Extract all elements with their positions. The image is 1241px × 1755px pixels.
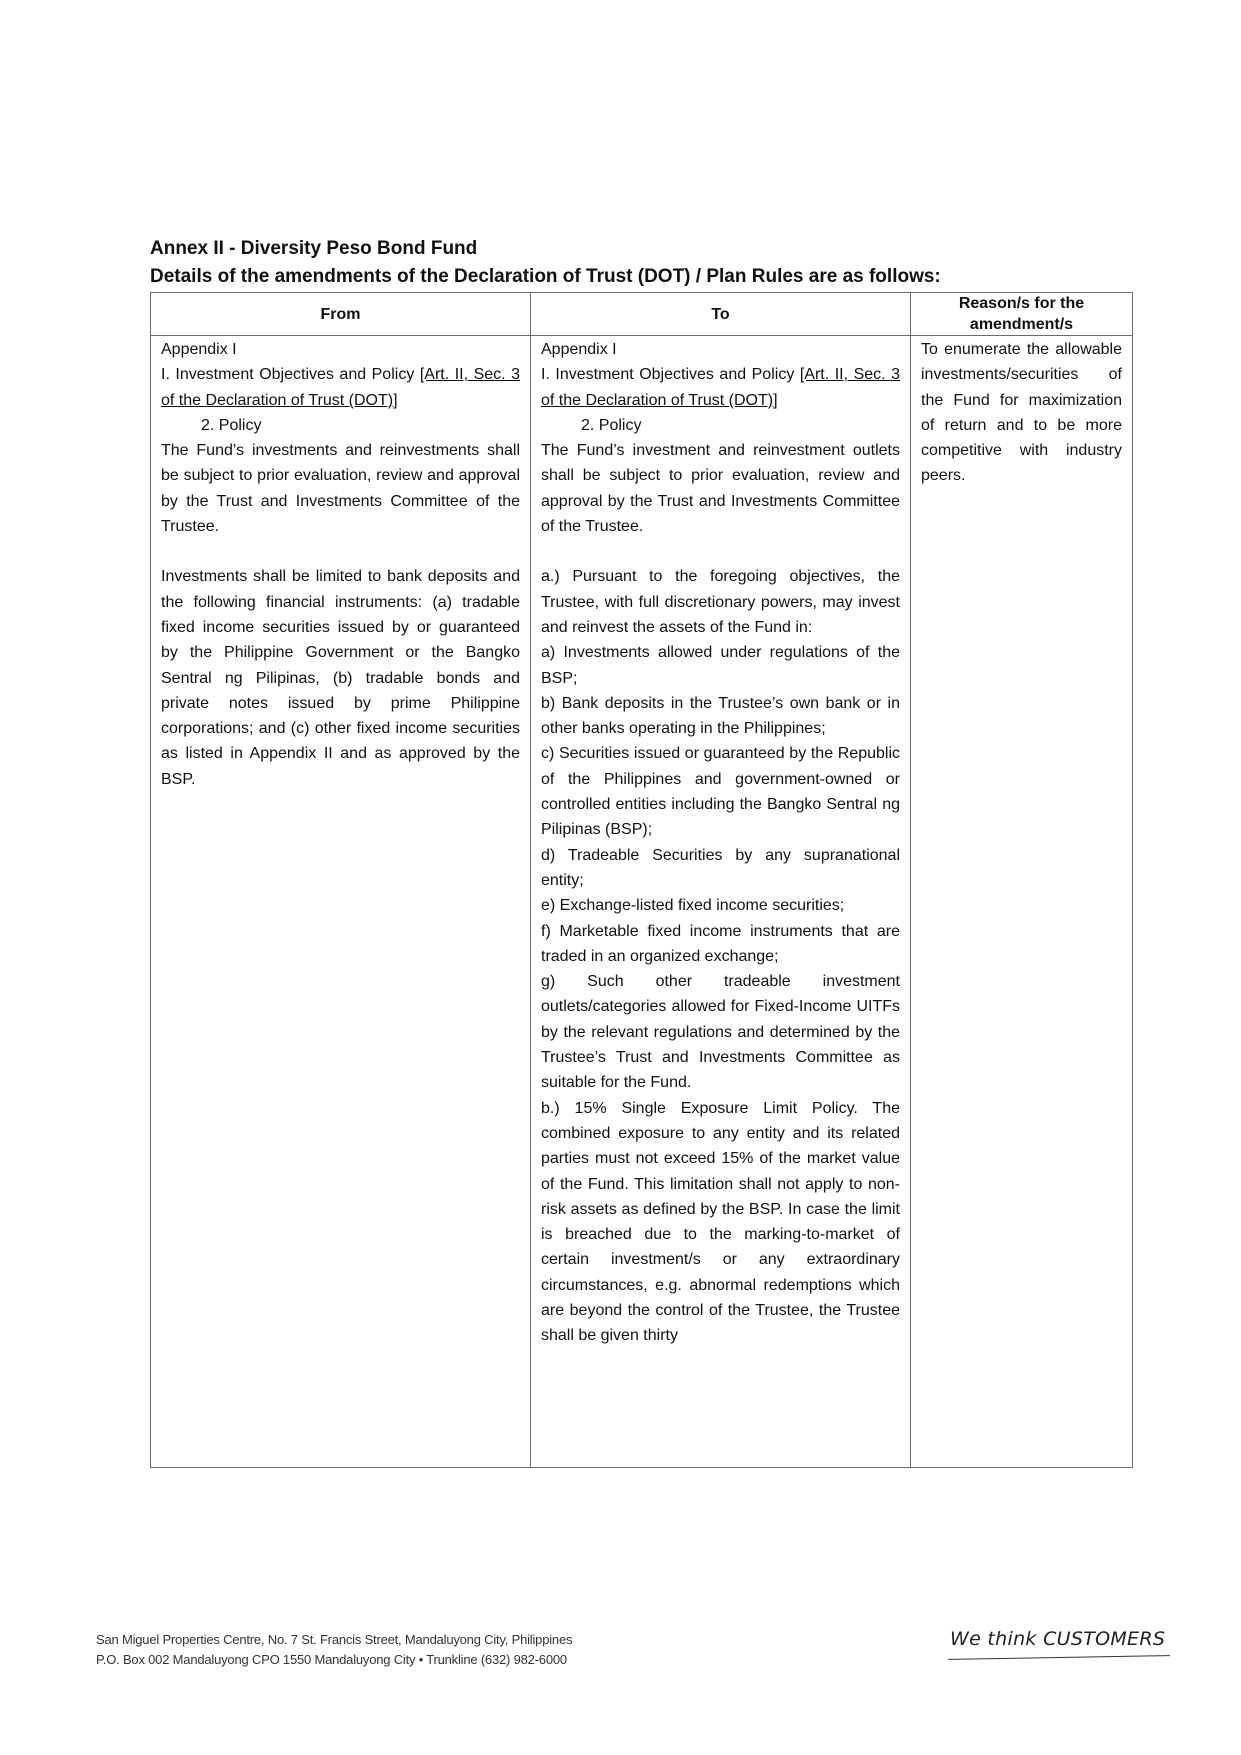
details-title: Details of the amendments of the Declaration of Trust (DOT) / Plan Rules are as follows: (150, 266, 941, 287)
from-policy-text: The Fund’s investments and reinvestments shall be subject to prior evaluation, review and approval by the Trust and Investments Committee of the Trustee. (161, 442, 520, 536)
cell-from (151, 336, 531, 1468)
footer-address (96, 1630, 572, 1670)
company-tagline: We think CUSTOMERS (950, 1628, 1166, 1650)
table-row (151, 336, 1133, 1468)
cell-reason (911, 336, 1133, 1468)
footer-address-line2: P.O. Box 002 Mandaluyong CPO 1550 Mandaluyong City • Trunkline (632) 982-6000 (96, 1652, 567, 1667)
from-objectives-prefix: I. Investment Objectives and Policy (161, 366, 420, 384)
from-appendix: Appendix I (161, 341, 237, 358)
from-spacer (161, 539, 520, 564)
to-intro-a: a.) Pursuant to the foregoing objectives, the Trustee, with full discretionary powers, may invest and reinvest the assets of the Fund in: (541, 568, 900, 636)
header-from: From (151, 293, 531, 336)
cell-to (531, 336, 911, 1468)
to-intro-b: b.) 15% Single Exposure Limit Policy. The combined exposure to any entity and its related parties must not exceed 15% of the market value of the Fund. This limitation shall not apply to non-risk assets as defined by the BSP. In case the limit is breached due to the marking-to-market of certain investment/s or any extraordinary circumstances, e.g. abnormal redemptions which are beyond the control of the Trustee, the Trustee shall be given thirty (541, 1099, 900, 1345)
list-item: f) Marketable fixed income instruments that are traded in an organized exchange; (541, 922, 900, 965)
to-objectives (541, 362, 900, 413)
reason-text: To enumerate the allowable investments/securities of the Fund for maximization of return and to be more competitive with industry peers. (921, 341, 1122, 485)
to-policy-text: The Fund’s investment and reinvestment outlets shall be subject to prior evaluation, review and approval by the Trust and Investments Committee of the Trustee. (541, 442, 900, 536)
header-reason-line2: amendment/s (969, 316, 1074, 333)
from-policy-heading: 2. Policy (201, 416, 262, 434)
to-spacer (541, 539, 900, 564)
list-item: a) Investments allowed under regulations of the BSP; (541, 644, 900, 687)
list-item: b) Bank deposits in the Trustee’s own bank or in other banks operating in the Philippines; (541, 694, 900, 738)
header-reason (911, 293, 1133, 336)
list-item: d) Tradeable Securities by any supranational entity; (541, 846, 900, 889)
from-limits-text: Investments shall be limited to bank deposits and the following financial instruments: (a) tradable fixed income securities issued by or guaranteed by the Philippine Government or the Bangko Sentral ng Pilipinas, (b) tradable bonds and private notes issued by prime Philippine corporations; and (c) other fixed income securities as listed in Appendix II and as approved by the BSP. (161, 568, 520, 788)
from-objectives-reference: [Art. II, Sec. 3 of the Declaration of Trust (DOT)] (161, 366, 520, 409)
to-policy-heading: 2. Policy (581, 416, 642, 434)
to-objectives-reference: [Art. II, Sec. 3 of the Declaration of Trust (DOT)] (541, 366, 900, 409)
list-item: g) Such other tradeable investment outlets/categories allowed for Fixed-Income UITFs by the relevant regulations and determined by the Trustee’s Trust and Investments Committee as suitable for the Fund. (541, 973, 900, 1092)
header-reason-line1: Reason/s for the (958, 295, 1085, 312)
header-to: To (531, 293, 911, 336)
to-objectives-prefix: I. Investment Objectives and Policy (541, 366, 800, 384)
list-item: e) Exchange-listed fixed income securities; (541, 897, 845, 915)
amendments-table (150, 292, 1133, 1468)
table-header-row (151, 293, 1133, 336)
tagline-underline (948, 1655, 1170, 1660)
annex-title: Annex II - Diversity Peso Bond Fund (150, 238, 478, 259)
list-item: c) Securities issued or guaranteed by the Republic of the Philippines and government-owned or controlled entities including the Bangko Sentral ng Pilipinas (BSP); (541, 745, 900, 839)
footer-address-line1: San Miguel Properties Centre, No. 7 St. Francis Street, Mandaluyong City, Philippines (96, 1632, 573, 1647)
from-objectives (161, 362, 520, 413)
to-appendix: Appendix I (541, 341, 617, 358)
